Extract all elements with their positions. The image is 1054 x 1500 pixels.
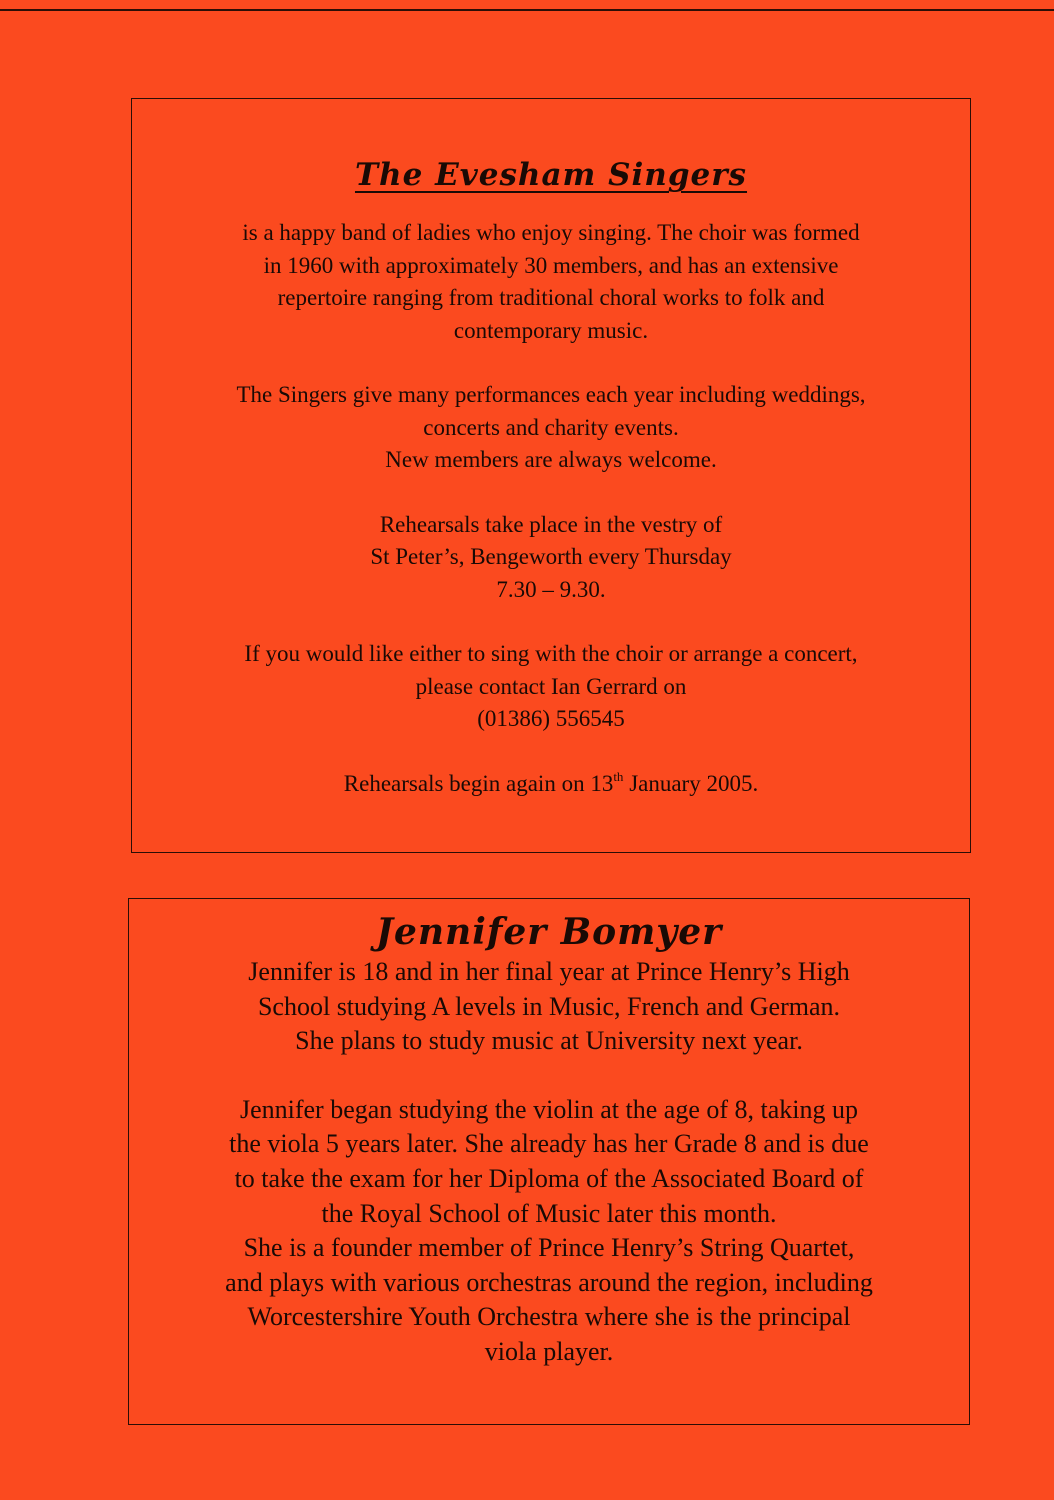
text-line: viola player.: [484, 1336, 614, 1366]
text-line: She is a founder member of Prince Henry’s String Quartet,: [243, 1233, 855, 1263]
text-line: in 1960 with approximately 30 members, and has an extensive: [263, 252, 839, 278]
text-line: concerts and charity events.: [423, 414, 679, 440]
restart-text-after: January 2005.: [623, 770, 759, 796]
text-line: the viola 5 years later. She already has her Grade 8 and is due: [229, 1129, 869, 1159]
singers-restart-notice: [132, 768, 970, 801]
ordinal-suffix: th: [613, 768, 624, 784]
evesham-singers-body: [132, 217, 970, 800]
jennifer-bomyer-title: Jennifer Bomyer: [375, 911, 723, 953]
text-line: the Royal School of Music later this month.: [321, 1198, 777, 1228]
singers-performances-paragraph: [132, 379, 970, 477]
top-divider: [0, 9, 1054, 11]
text-line: and plays with various orchestras around the region, including: [225, 1267, 873, 1297]
text-line: School studying A levels in Music, French and German.: [257, 991, 841, 1021]
singers-intro-paragraph: [132, 217, 970, 347]
evesham-singers-panel: [131, 98, 971, 853]
text-line: Jennifer is 18 and in her final year at Prince Henry’s High: [248, 957, 850, 986]
singers-rehearsals-paragraph: [132, 509, 970, 607]
text-line: St Peter’s, Bengeworth every Thursday: [370, 544, 732, 569]
text-line: If you would like either to sing with the choir or arrange a concert,: [244, 641, 858, 666]
restart-text-before: Rehearsals begin again on 13: [343, 770, 614, 796]
jennifer-bomyer-panel: [128, 898, 970, 1425]
jennifer-bomyer-body: [129, 955, 969, 1370]
text-line: repertoire ranging from traditional choral works to folk and: [277, 285, 825, 310]
contact-phone: (01386) 556545: [477, 706, 625, 731]
text-line: The Singers give many performances each year including weddings,: [236, 382, 866, 407]
text-line: is a happy band of ladies who enjoy singing. The choir was formed: [242, 220, 860, 245]
text-line: to take the exam for her Diploma of the Associated Board of: [234, 1163, 864, 1193]
text-line: 7.30 – 9.30.: [496, 576, 606, 602]
text-line: contemporary music.: [453, 317, 649, 343]
text-line: please contact Ian Gerrard on: [415, 673, 687, 699]
text-line: She plans to study music at University next year.: [295, 1026, 803, 1056]
singers-contact-paragraph: [132, 638, 970, 736]
evesham-singers-title: The Evesham Singers: [354, 157, 748, 193]
text-line: New members are always welcome.: [385, 447, 717, 472]
text-line: Worcestershire Youth Orchestra where she is the principal: [247, 1302, 851, 1332]
text-line: [132, 768, 970, 801]
jennifer-intro-paragraph: [129, 955, 969, 1059]
text-line: Jennifer began studying the violin at the age of 8, taking up: [239, 1094, 859, 1124]
jennifer-music-paragraph: [129, 1093, 969, 1370]
text-line: Rehearsals take place in the vestry of: [379, 511, 723, 537]
